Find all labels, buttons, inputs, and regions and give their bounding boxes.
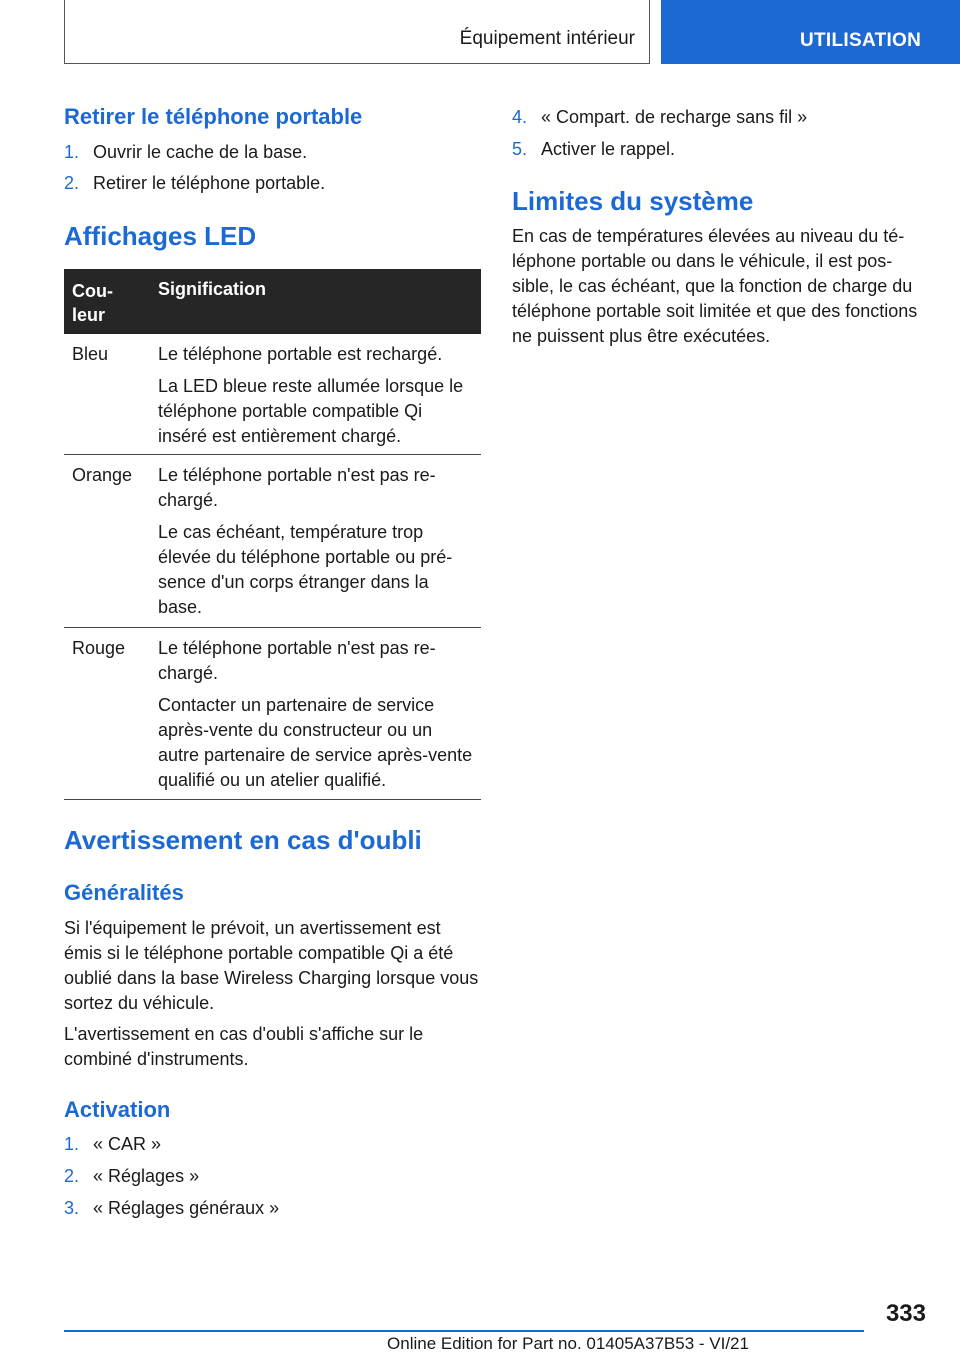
step-text: « Réglages » (93, 1166, 200, 1186)
header-section-box (64, 0, 650, 64)
row-meaning (158, 636, 476, 793)
step-number: 2. (64, 1166, 80, 1186)
meaning-line: Contacter un partenaire de service après-vente du constructeur ou un autre partenaire de service après-vente qualifié ou un atelier qualifié. (158, 695, 473, 790)
led-display-heading: Affichages LED (64, 221, 257, 251)
step-number: 2. (64, 173, 80, 193)
step-text: Retirer le téléphone portable. (93, 173, 326, 193)
system-limits-paragraph: En cas de températures élevées au niveau du té-léphone portable ou dans le véhicule, il est pos-sible, le cas échéant, que la fonction de charge du téléphone portable soit limitée et que des fonctions ne puissent plus être exécutées. (512, 226, 918, 346)
step-number: 5. (512, 139, 528, 159)
step-number: 3. (64, 1198, 80, 1218)
step-number: 1. (64, 142, 80, 162)
step-number: 4. (512, 107, 528, 127)
meaning-line: Le cas échéant, température trop élevée du téléphone portable ou pré-sence d'un corps étranger dans la base. (158, 522, 453, 617)
table-row (64, 334, 481, 455)
footer-divider (64, 1330, 864, 1332)
step-number: 1. (64, 1134, 80, 1154)
remove-phone-heading: Retirer le téléphone portable (64, 104, 363, 129)
step-text: « CAR » (93, 1134, 162, 1154)
meaning-line: Le téléphone portable n'est pas re-chargé. (158, 638, 436, 683)
row-meaning (158, 463, 476, 620)
chapter-tab-label: UTILISATION (800, 30, 922, 51)
general-paragraph-1: Si l'équipement le prévoit, un avertissement est émis si le téléphone portable compatible Qi a été oublié dans la base Wireless Charging lorsque vous sortez du véhicule. (64, 918, 479, 1013)
column-header-meaning: Signification (158, 279, 266, 299)
row-meaning (158, 342, 476, 449)
table-header (64, 269, 481, 334)
table-row (64, 455, 481, 628)
row-color: Orange (72, 465, 133, 485)
row-color: Bleu (72, 344, 109, 364)
column-header-color: Cou- leur (72, 281, 113, 325)
meaning-line: Le téléphone portable est rechargé. (158, 344, 443, 364)
forget-warning-heading: Avertissement en cas d'oubli (64, 825, 422, 855)
page-number: 333 (885, 1300, 926, 1327)
header-section-title: Équipement intérieur (459, 28, 635, 49)
row-color: Rouge (72, 638, 126, 658)
general-heading: Généralités (64, 880, 184, 905)
footer-edition: Online Edition for Part no. 01405A37B53 - VI/21 (387, 1334, 749, 1353)
general-paragraph-2: L'avertissement en cas d'oubli s'affiche sur le combiné d'instruments. (64, 1024, 424, 1069)
chapter-tab[interactable] (661, 0, 960, 64)
table-row (64, 628, 481, 800)
step-text: Activer le rappel. (541, 139, 676, 159)
meaning-line: Le téléphone portable n'est pas re-chargé. (158, 465, 436, 510)
step-text: « Réglages généraux » (93, 1198, 280, 1218)
step-text: Ouvrir le cache de la base. (93, 142, 308, 162)
meaning-line: La LED bleue reste allumée lorsque le téléphone portable compatible Qi inséré est entièrement chargé. (158, 376, 464, 446)
activation-heading: Activation (64, 1097, 171, 1122)
step-text: « Compart. de recharge sans fil » (541, 107, 808, 127)
system-limits-heading: Limites du système (512, 186, 754, 216)
